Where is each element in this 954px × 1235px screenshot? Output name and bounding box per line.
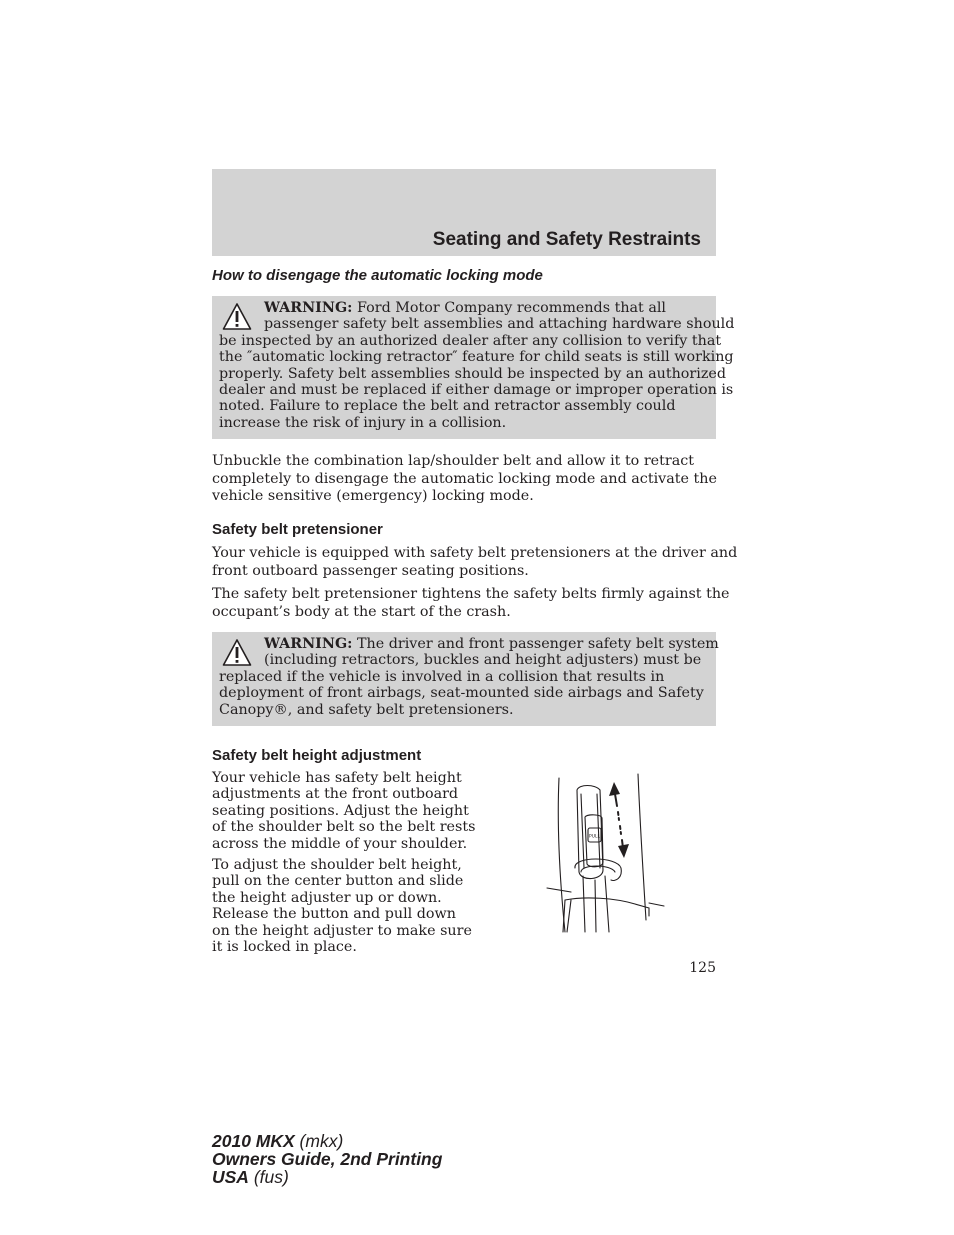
belt-height-adjuster-illustration — [545, 772, 670, 934]
section-heading-height-adjustment: Safety belt height adjustment — [212, 747, 422, 764]
warning-text: WARNING: Ford Motor Company recommends that all passenger safety belt assemblies and attaching hardware should be inspected by an authorized dealer after any collision to verify that the ″automatic locking retractor″ feature for child seats is still working properly. Safety belt assemblies should be inspected by an authorized dealer and must be replaced if either damage or improper operation is noted. Failure to replace the belt and retractor assembly could increase the risk of injury in a collision. — [219, 300, 735, 431]
paragraph-height-1: Your vehicle has safety belt height adjustments at the front outboard seating positions. Adjust the height of the shoulder belt so the belt rests across the middle of your shoulder. — [212, 770, 476, 852]
warning-triangle-icon — [222, 302, 252, 332]
section-heading-pretensioner: Safety belt pretensioner — [212, 521, 383, 538]
page-number: 125 — [689, 960, 716, 976]
warning-triangle-icon — [222, 638, 252, 668]
warning-label: WARNING: — [264, 636, 353, 652]
footer-print-info: 2010 MKX (mkx) Owners Guide, 2nd Printing USA (fus) — [212, 1131, 443, 1187]
pull-button-label: PULL — [588, 834, 601, 840]
warning-box-pretensioner — [212, 632, 719, 726]
warning-box-locking — [212, 296, 735, 439]
warning-label: WARNING: — [264, 300, 353, 316]
paragraph-height-2: To adjust the shoulder belt height, pull on the center button and slide the height adjuster up or down. Release the button and pull down on the height adjuster to make sure it is locked in place. — [212, 857, 472, 956]
header-band — [212, 169, 716, 256]
paragraph-unbuckle: Unbuckle the combination lap/shoulder belt and allow it to retract completely to disengage the automatic locking mode and activate the vehicle sensitive (emergency) locking mode. — [212, 453, 717, 505]
page-title: Seating and Safety Restraints — [432, 229, 701, 250]
warning-text: WARNING: The driver and front passenger safety belt system (including retractors, buckles and height adjusters) must be replaced if the vehicle is involved in a collision that results in deployment of front airbags, seat-mounted side airbags and Safety Canopy®, and safety belt pretensioners. — [219, 636, 719, 718]
paragraph-pretensioner-2: The safety belt pretensioner tightens the safety belts firmly against the occupant’s body at the start of the crash. — [212, 586, 730, 620]
section-heading-locking-mode: How to disengage the automatic locking mode — [212, 267, 543, 284]
paragraph-pretensioner-1: Your vehicle is equipped with safety belt pretensioners at the driver and front outboard passenger seating positions. — [212, 545, 738, 579]
